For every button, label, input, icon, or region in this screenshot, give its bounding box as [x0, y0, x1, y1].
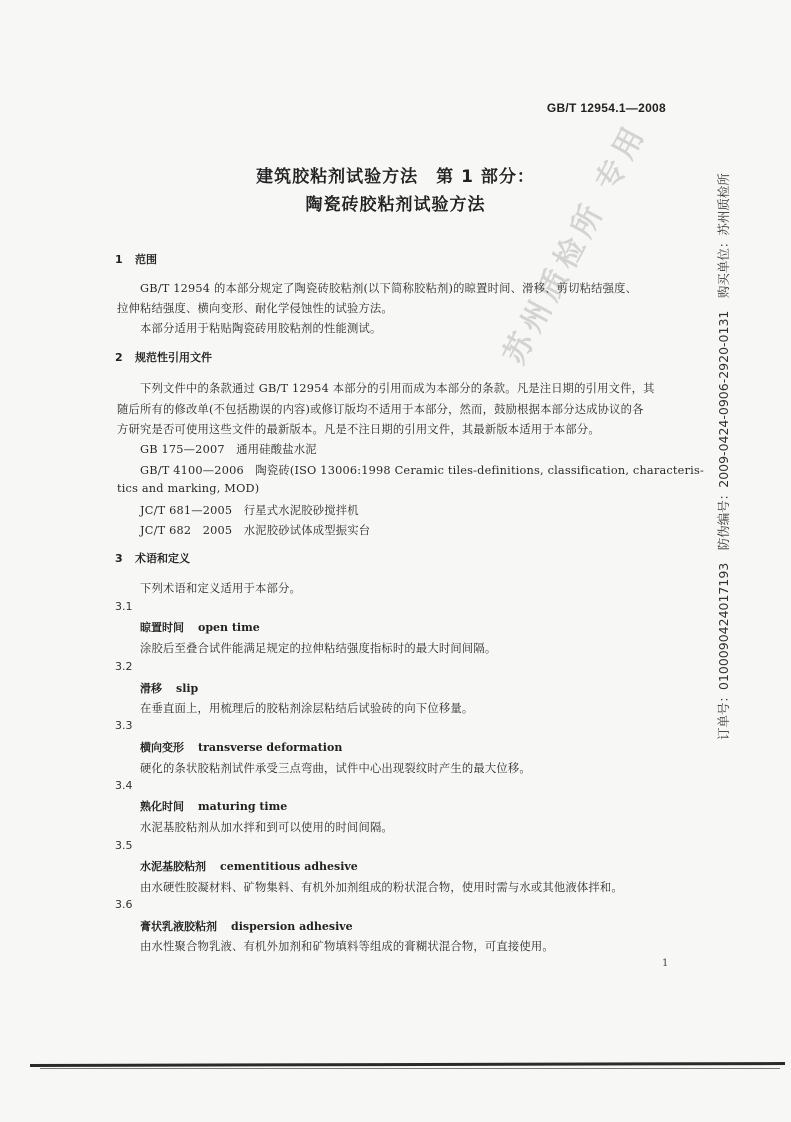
document-title-line2: 陶瓷砖胶粘剂试验方法	[305, 195, 486, 215]
standard-code: GB/T 12954.1—2008	[546, 101, 666, 115]
reference-item: GB 175—2007 通用硅酸盐水泥	[140, 443, 317, 456]
term-entry	[140, 739, 342, 755]
section-heading-scope	[115, 251, 157, 267]
reference-item: JC/T 681—2005 行星式水泥胶砂搅拌机	[140, 504, 359, 517]
paragraph: 本部分适用于粘贴陶瓷砖用胶粘剂的性能测试。	[140, 322, 382, 335]
term-cn: 膏状乳液胶粘剂	[140, 920, 217, 933]
document-title-line1: 建筑胶粘剂试验方法 第 1 部分：	[256, 167, 535, 187]
page-number: 1	[662, 958, 669, 969]
term-cn: 晾置时间	[140, 621, 184, 634]
reference-item: GB/T 4100—2006 陶瓷砖(ISO 13006:1998 Ceramic tiles-definitions, classification, characteris-	[140, 464, 704, 477]
clause-number: 3.4	[115, 779, 133, 792]
section-number: 3	[115, 552, 123, 565]
term-definition: 由水性聚合物乳液、有机外加剂和矿物填料等组成的膏糊状混合物，可直接使用。	[140, 940, 554, 953]
term-entry	[140, 858, 358, 874]
term-definition: 硬化的条状胶粘剂试件承受三点弯曲，试件中心出现裂纹时产生的最大位移。	[140, 762, 531, 775]
reference-item-continuation: tics and marking, MOD)	[117, 482, 260, 495]
term-en: transverse deformation	[198, 741, 343, 754]
term-cn: 熟化时间	[140, 800, 184, 813]
clause-number: 3.6	[115, 898, 133, 911]
clause-number: 3.2	[115, 660, 133, 673]
term-definition: 在垂直面上，用梳理后的胶粘剂涂层粘结后试验砖的向下位移量。	[140, 702, 474, 715]
side-order-stamp-text: 订单号：0100090424017193 防伪编号：2009-0424-0906-2920-0131 购买单位：苏州质检所	[716, 173, 731, 740]
paragraph: 下列术语和定义适用于本部分。	[140, 582, 301, 595]
section-number: 1	[115, 253, 123, 266]
clause-number: 3.3	[115, 719, 133, 732]
term-en: slip	[176, 682, 199, 695]
clause-number: 3.5	[115, 839, 133, 852]
term-cn: 横向变形	[140, 741, 184, 754]
term-en: maturing time	[198, 800, 288, 813]
term-cn: 滑移	[140, 682, 162, 695]
term-entry	[140, 798, 287, 814]
section-number: 2	[115, 351, 123, 364]
section-heading-normative-references	[115, 349, 212, 365]
clause-number: 3.1	[115, 600, 133, 613]
term-definition: 由水硬性胶凝材料、矿物集料、有机外加剂组成的粉状混合物，使用时需与水或其他液体拌和。	[140, 881, 623, 894]
paragraph: 方研究是否可使用这些文件的最新版本。凡是不注日期的引用文件，其最新版本适用于本部分。	[117, 423, 600, 436]
term-en: open time	[198, 621, 260, 634]
term-definition: 涂胶后至叠合试件能满足规定的拉伸粘结强度指标时的最大时间间隔。	[140, 642, 497, 655]
term-definition: 水泥基胶粘剂从加水拌和到可以使用的时间间隔。	[140, 821, 393, 834]
section-title: 规范性引用文件	[135, 351, 212, 364]
paragraph: GB/T 12954 的本部分规定了陶瓷砖胶粘剂(以下简称胶粘剂)的晾置时间、滑移、剪切粘结强度、	[140, 282, 638, 295]
term-cn: 水泥基胶粘剂	[140, 860, 206, 873]
section-title: 术语和定义	[135, 552, 190, 565]
scan-bottom-rule	[30, 1062, 785, 1067]
term-en: cementitious adhesive	[220, 860, 358, 873]
term-en: dispersion adhesive	[231, 920, 353, 933]
section-heading-terms	[115, 550, 190, 566]
paragraph: 下列文件中的条款通过 GB/T 12954 本部分的引用而成为本部分的条款。凡是注日期的引用文件，其	[140, 382, 655, 395]
reference-item: JC/T 682 2005 水泥胶砂试体成型振实台	[140, 524, 371, 537]
term-entry	[140, 619, 260, 635]
paragraph: 随后所有的修改单(不包括勘误的内容)或修订版均不适用于本部分，然而，鼓励根据本部分达成协议的各	[117, 403, 644, 416]
scan-bottom-rule-thin	[40, 1068, 780, 1069]
term-entry	[140, 918, 353, 934]
paragraph: 拉伸粘结强度、横向变形、耐化学侵蚀性的试验方法。	[117, 302, 393, 315]
term-entry	[140, 680, 198, 696]
section-title: 范围	[135, 253, 157, 266]
watermark-text: 苏州质检所 专用	[497, 116, 654, 371]
